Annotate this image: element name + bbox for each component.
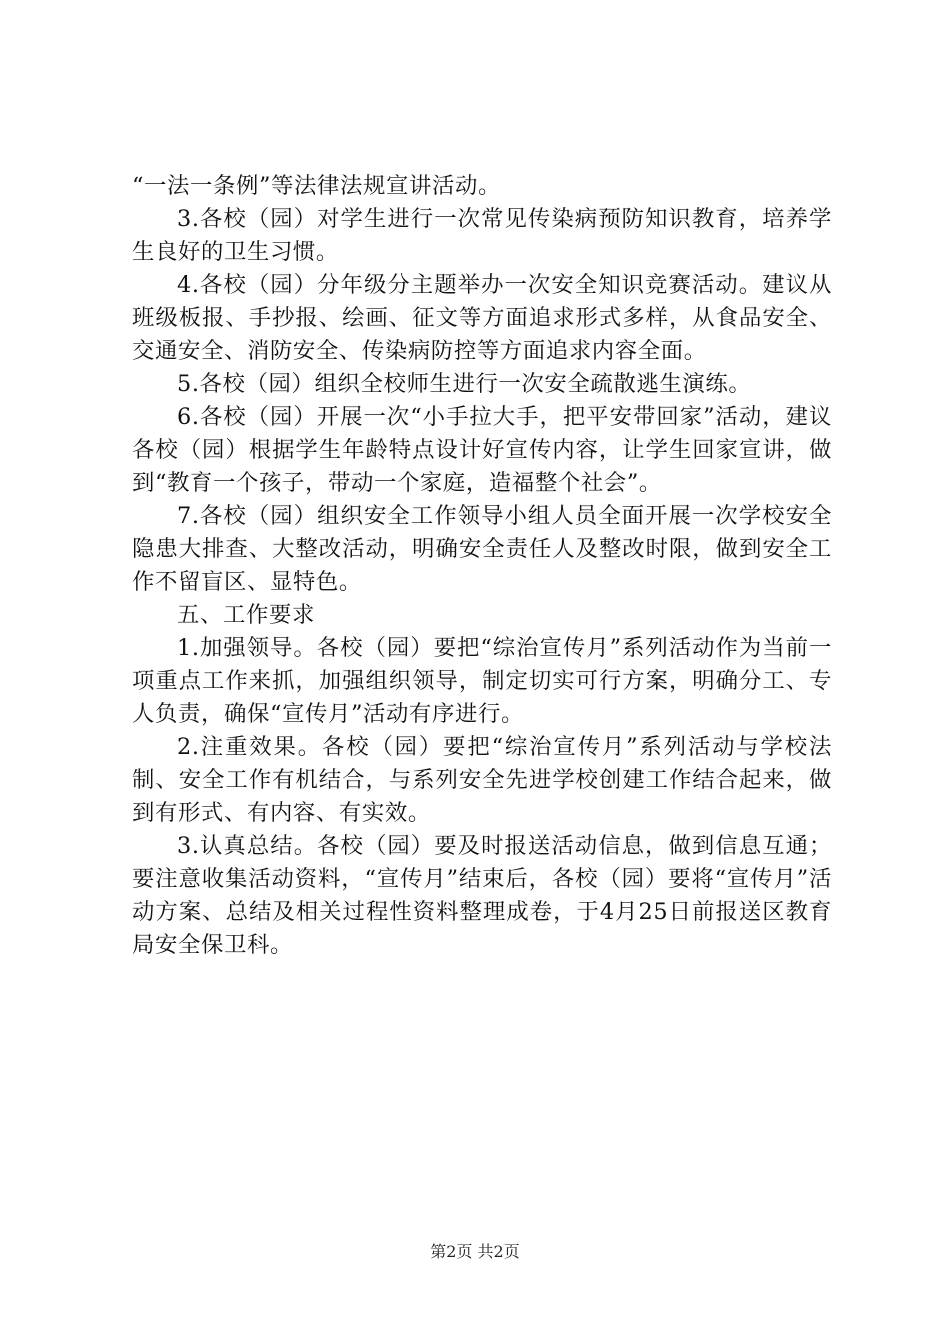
paragraph-requirement-2: 2.注重效果。各校（园）要把“综治宣传月”系列活动与学校法制、安全工作有机结合，与系列安全先进学校创建工作结合起来，做到有形式、有内容、有实效。 (132, 734, 832, 826)
paragraph-requirement-1: 1.加强领导。各校（园）要把“综治宣传月”系列活动作为当前一项重点工作来抓，加强组织领导，制定切实可行方案，明确分工、专人负责，确保“宣传月”活动有序进行。 (132, 635, 832, 727)
paragraph-item-4: 4.各校（园）分年级分主题举办一次安全知识竞赛活动。建议从班级板报、手抄报、绘画、征文等方面追求形式多样，从食品安全、交通安全、消防安全、传染病防控等方面追求内容全面。 (132, 272, 832, 364)
paragraph-item-6: 6.各校（园）开展一次“小手拉大手，把平安带回家”活动，建议各校（园）根据学生年龄特点设计好宣传内容，让学生回家宣讲，做到“教育一个孩子，带动一个家庭，造福整个社会”。 (132, 404, 832, 496)
paragraph-item-3: 3.各校（园）对学生进行一次常见传染病预防知识教育，培养学生良好的卫生习惯。 (132, 206, 832, 265)
paragraph-continuation: “一法一条例”等法律法规宣讲活动。 (132, 173, 501, 199)
page-footer: 第2页 共2页 (430, 1242, 520, 1261)
section-heading-requirements: 五、工作要求 (177, 602, 315, 628)
paragraph-item-7: 7.各校（园）组织安全工作领导小组人员全面开展一次学校安全隐患大排查、大整改活动，明确安全责任人及整改时限，做到安全工作不留盲区、显特色。 (132, 503, 832, 595)
document-body (132, 170, 832, 962)
paragraph-requirement-3: 3.认真总结。各校（园）要及时报送活动信息，做到信息互通；要注意收集活动资料，“宣传月”结束后，各校（园）要将“宣传月”活动方案、总结及相关过程性资料整理成卷，于4月25日前报送区教育局安全保卫科。 (132, 833, 832, 958)
paragraph-item-5: 5.各校（园）组织全校师生进行一次安全疏散逃生演练。 (177, 371, 752, 397)
